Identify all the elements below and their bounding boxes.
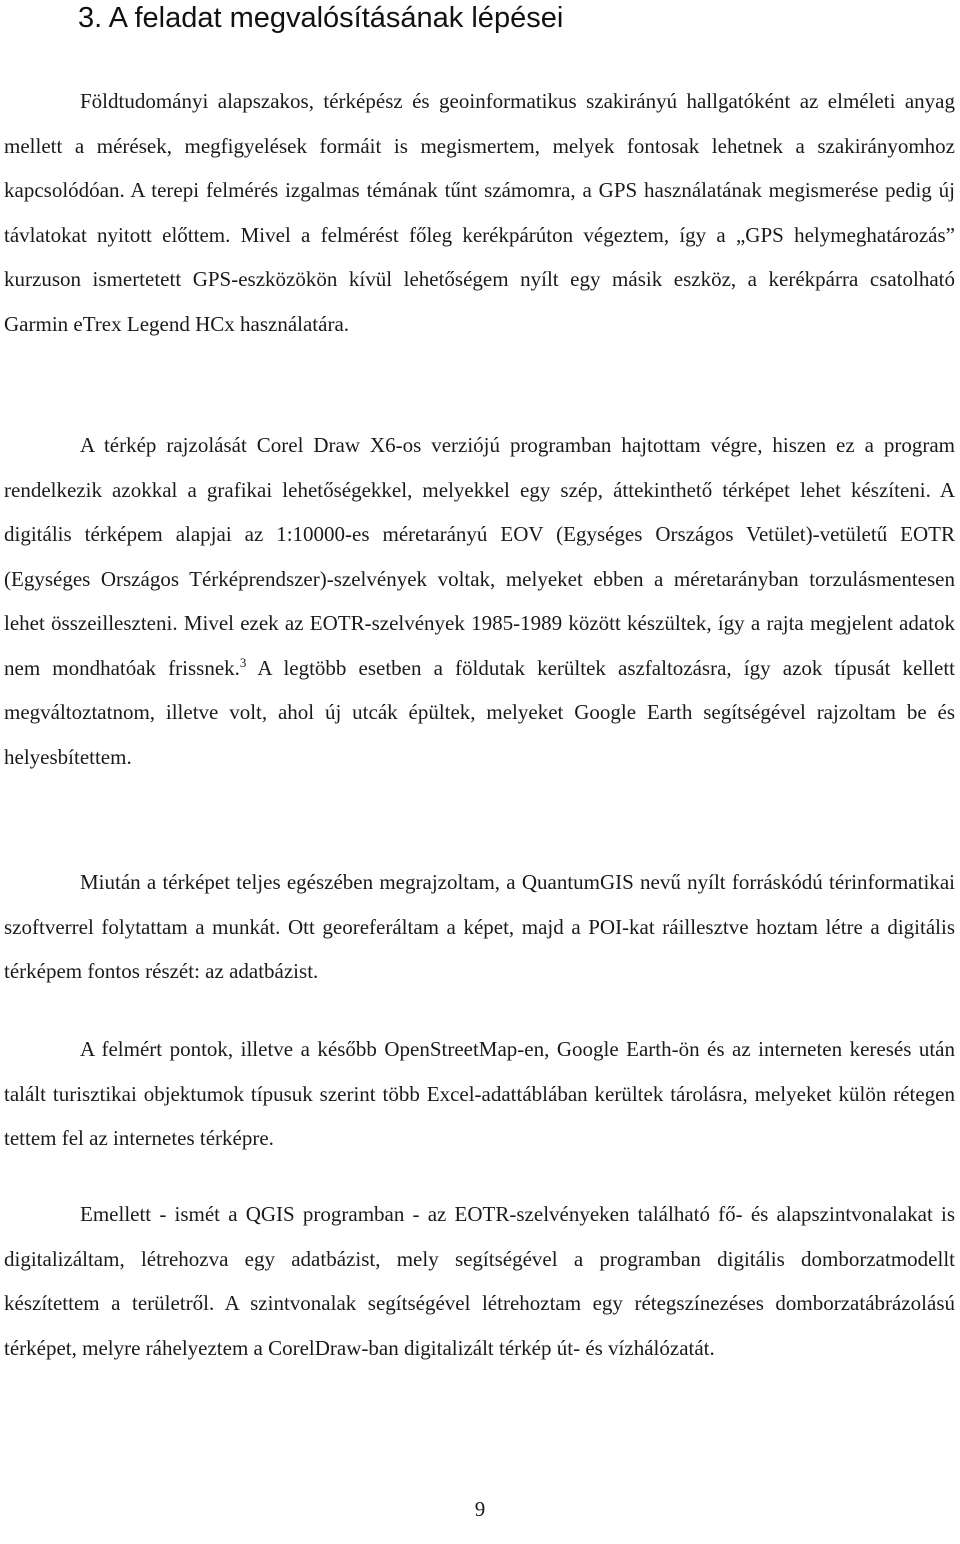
paragraph-qgis-work: Miután a térképet teljes egészében megrajzoltam, a QuantumGIS nevű nyílt forráskódú térinformatikai szoftverrel folytattam a munkát. Ott georeferáltam a képet, majd a POI-kat ráillesztve hoztam létre a digitális térképem fontos részét: az adatbázist. [4, 870, 955, 983]
paragraph-contours: Emellett - ismét a QGIS programban - az EOTR-szelvényeken található fő- és alapszintvonalakat is digitalizáltam, létrehozva egy adatbázist, mely segítségével a programban digitális domborzatmodellt készítettem a területről. A szintvonalak segítségével létrehoztam egy rétegszínezéses domborzatábrázolású térképet, melyre ráhelyeztem a CorelDraw-ban digitalizált térkép út- és vízhálózatát. [4, 1202, 955, 1360]
footnote-reference: 3 [239, 654, 247, 670]
section-heading: 3. A feladat megvalósításának lépései [78, 2, 564, 34]
paragraph-map-drawing [4, 423, 955, 779]
paragraph-map-drawing-text: A térkép rajzolását Corel Draw X6-os verziójú programban hajtottam végre, hiszen ez a program rendelkezik azokkal a grafikai lehetőségekkel, melyekkel egy szép, áttekinthető térképet lehet készíteni. A digitális térképem alapjai az 1:10000-es méretarányú EOV (Egységes Országos Vetület)-vetületű EOTR (Egységes Országos Térképrendszer)-szelvények voltak, melyeket ebben a méretarányban torzulásmentesen lehet összeilleszteni. Mivel ezek az EOTR-szelvények 1985-1989 között készültek, így a rajta megjelent adatok nem mondhatóak frissnek. [4, 433, 955, 680]
paragraph-gps-survey: Földtudományi alapszakos, térképész és geoinformatikus szakirányú hallgatóként az elméleti anyag mellett a mérések, megfigyelések formáit is megismertem, melyek fontosak lehetnek a szakirányomhoz kapcsolódóan. A terepi felmérés izgalmas témának tűnt számomra, a GPS használatának megismerése pedig új távlatokat nyitott előttem. Mivel a felmérést főleg kerékpárúton végeztem, így a „GPS helymeghatározás” kurzuson ismertetett GPS-eszközökön kívül lehetőségem nyílt egy másik eszköz, a kerékpárra csatolható Garmin eTrex Legend HCx használatára. [4, 89, 955, 336]
page-number: 9 [474, 1497, 486, 1521]
paragraph-map-drawing-tail: A legtöbb esetben a földutak kerültek aszfaltozásra, így azok típusát kellett megváltoztatnom, illetve volt, ahol új utcák épültek, melyeket Google Earth segítségével rajzoltam be és helyesbítettem. [4, 655, 956, 769]
paragraph-poi-tables: A felmért pontok, illetve a később OpenStreetMap-en, Google Earth-ön és az interneten keresés után talált turisztikai objektumok típusuk szerint több Excel-adattáblában kerültek tárolásra, melyeket külön rétegen tettem fel az internetes térképre. [4, 1037, 955, 1150]
